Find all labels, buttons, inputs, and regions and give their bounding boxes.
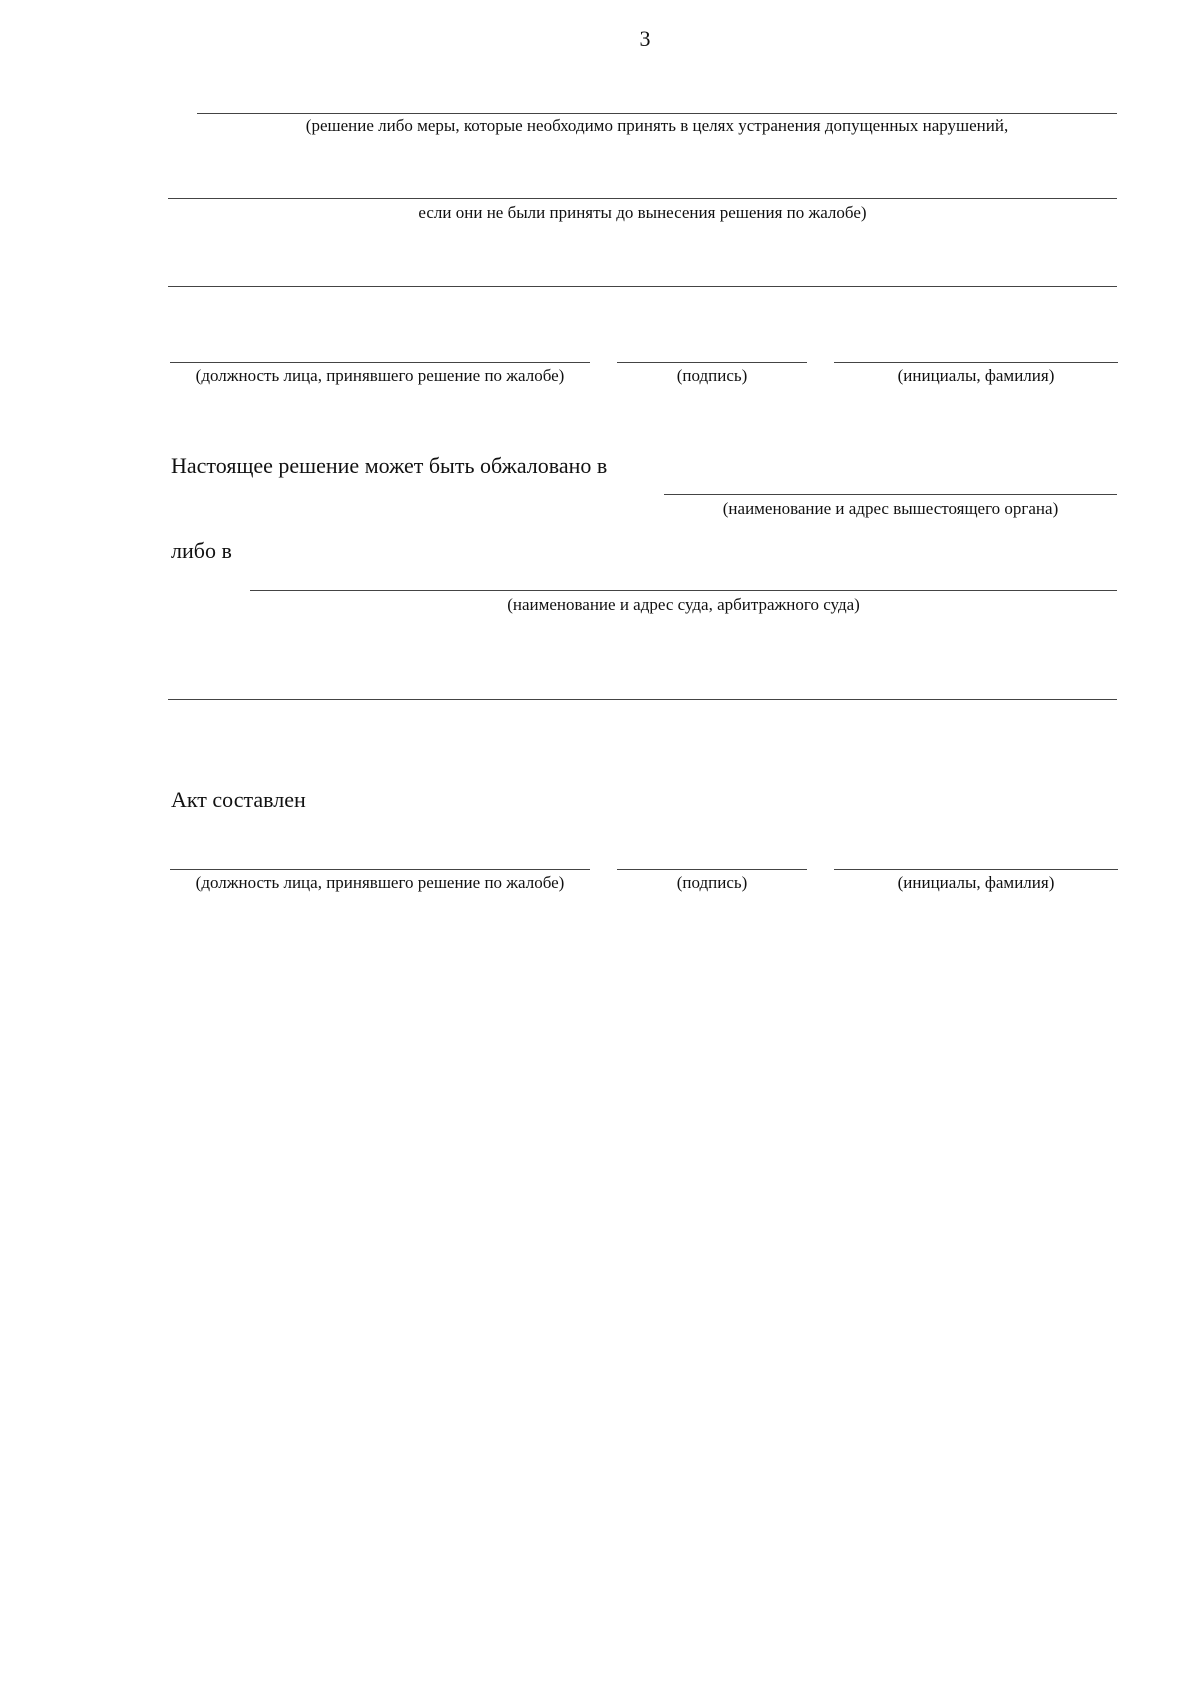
signature-2-name-line <box>834 869 1118 870</box>
decision-line-3 <box>168 286 1117 287</box>
signature-2-signature-line <box>617 869 807 870</box>
signature-1-signature-line <box>617 362 807 363</box>
decision-caption-line-1: (решение либо меры, которые необходимо принять в целях устранения допущенных нарушений, <box>305 116 1009 135</box>
decision-line-2 <box>168 198 1117 199</box>
signature-1-name-caption: (инициалы, фамилия) <box>897 366 1055 385</box>
signature-2-signature-caption: (подпись) <box>676 873 748 892</box>
signature-2-position-caption: (должность лица, принявшего решение по жалобе) <box>195 873 565 892</box>
act-text: Акт составлен <box>171 787 306 812</box>
signature-1-signature-caption: (подпись) <box>676 366 748 385</box>
signature-2-position-line <box>170 869 590 870</box>
page-number: 3 <box>639 26 651 51</box>
appeal-text: Настоящее решение может быть обжаловано в <box>171 453 608 478</box>
higher-authority-caption: (наименование и адрес вышестоящего органа) <box>722 499 1059 518</box>
signature-1-name-line <box>834 362 1118 363</box>
court-caption: (наименование и адрес суда, арбитражного суда) <box>507 595 860 614</box>
signature-1-position-line <box>170 362 590 363</box>
court-line <box>250 590 1117 591</box>
signature-2-name-caption: (инициалы, фамилия) <box>897 873 1055 892</box>
decision-line-1 <box>197 113 1117 114</box>
signature-1-position-caption: (должность лица, принявшего решение по жалобе) <box>195 366 565 385</box>
decision-caption-line-2: если они не были приняты до вынесения решения по жалобе) <box>418 203 867 222</box>
higher-authority-line <box>664 494 1117 495</box>
or-text: либо в <box>171 538 232 563</box>
appeal-line-extra <box>168 699 1117 700</box>
